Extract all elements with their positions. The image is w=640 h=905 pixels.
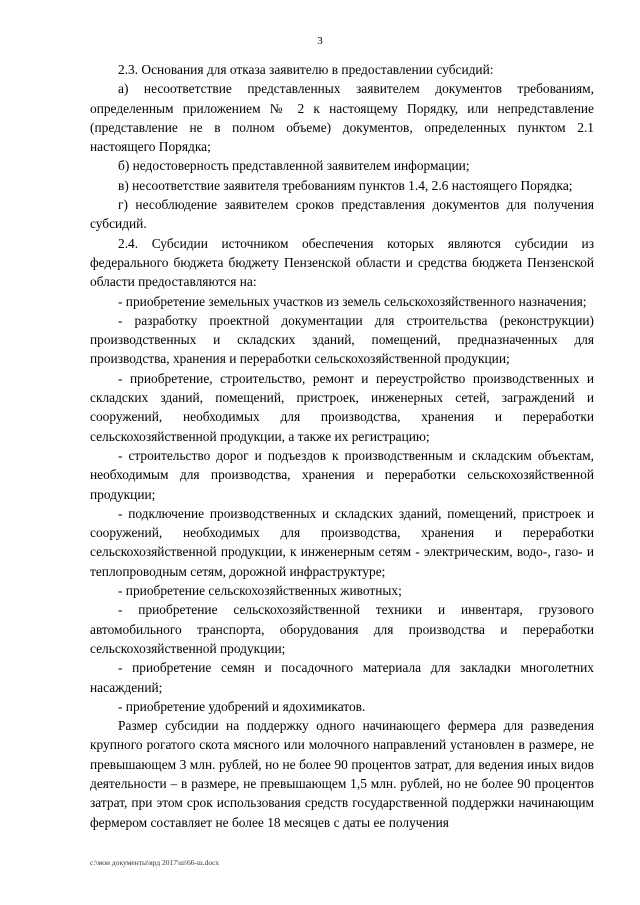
list-item-construction-repair: - приобретение, строительство, ремонт и переустройство производственных и складских зданий, помещений, пристроек, инженерных сетей, заграждений и сооружений, необходимых для производства, хранения и переработки сельскохозяйственной продукции, а также их регистрацию;: [90, 370, 594, 444]
list-item-machinery: - приобретение сельскохозяйственной техники и инвентаря, грузового автомобильного транспорта, оборудования для производства и переработки сельскохозяйственной продукции;: [90, 602, 594, 656]
list-item-roads: - строительство дорог и подъездов к производственным и складским объектам, необходимым для производства, хранения и переработки сельскохозяйственной продукции;: [90, 447, 594, 502]
paragraph-item-a: а) несоответствие представленных заявителем документов требованиям, определенным приложением № 2 к настоящему Порядку, или непредставление (представление не в полном объеме) документов, определенных пунктом 2.1 настоящего Порядка;: [90, 81, 594, 155]
paragraph-item-b: б) недостоверность представленной заявителем информации;: [118, 158, 470, 174]
footer-file-path: c:\мои документы\врд 2017\ш\66-ш.docx: [90, 858, 220, 867]
paragraph-section-2-3-heading: 2.3. Основания для отказа заявителю в предоставлении субсидий:: [118, 62, 494, 77]
page-number: 3: [317, 35, 323, 47]
list-item-utility-connection: - подключение производственных и складских зданий, помещений, пристроек и сооружений, необходимых для производства, хранения и переработки сельскохозяйственной продукции, к инженерным сетям - электрическим, водо-, газо- и теплопроводным сетям, дорожной инфраструктуре;: [90, 505, 594, 579]
document-body: [90, 60, 594, 832]
list-item-fertilizers: - приобретение удобрений и ядохимикатов.: [118, 698, 366, 714]
paragraph-item-g: г) несоблюдение заявителем сроков представления документов для получения субсидий.: [90, 197, 594, 232]
list-item-seeds: - приобретение семян и посадочного материала для закладки многолетних насаждений;: [90, 660, 594, 695]
paragraph-section-2-4-heading: 2.4. Субсидии источником обеспечения которых являются субсидии из федерального бюджета бюджету Пензенской области и средства бюджета Пензенской области предоставляются на:: [90, 235, 594, 290]
paragraph-subsidy-amount: Размер субсидии на поддержку одного начинающего фермера для разведения крупного рогатого скота мясного или молочного направлений установлен в размере, не превышающем 3 млн. рублей, но не более 90 процентов затрат, для ведения иных видов деятельности – в размере, не превышающем 1,5 млн. рублей, но не более 90 процентов затрат, при этом срок использования средств государственной поддержки начинающим фермером составляет не более 18 месяцев с даты ее получения: [90, 718, 594, 830]
list-item-animals: - приобретение сельскохозяйственных животных;: [118, 583, 402, 599]
list-item-land-purchase: - приобретение земельных участков из земель сельскохозяйственного назначения;: [118, 293, 587, 309]
paragraph-item-v: в) несоответствие заявителя требованиям пунктов 1.4, 2.6 настоящего Порядка;: [118, 177, 573, 193]
list-item-project-documentation: - разработку проектной документации для строительства (реконструкции) производственных и складских зданий, помещений, предназначенных для производства, хранения и переработки сельскохозяйственной продукции;: [90, 312, 594, 367]
